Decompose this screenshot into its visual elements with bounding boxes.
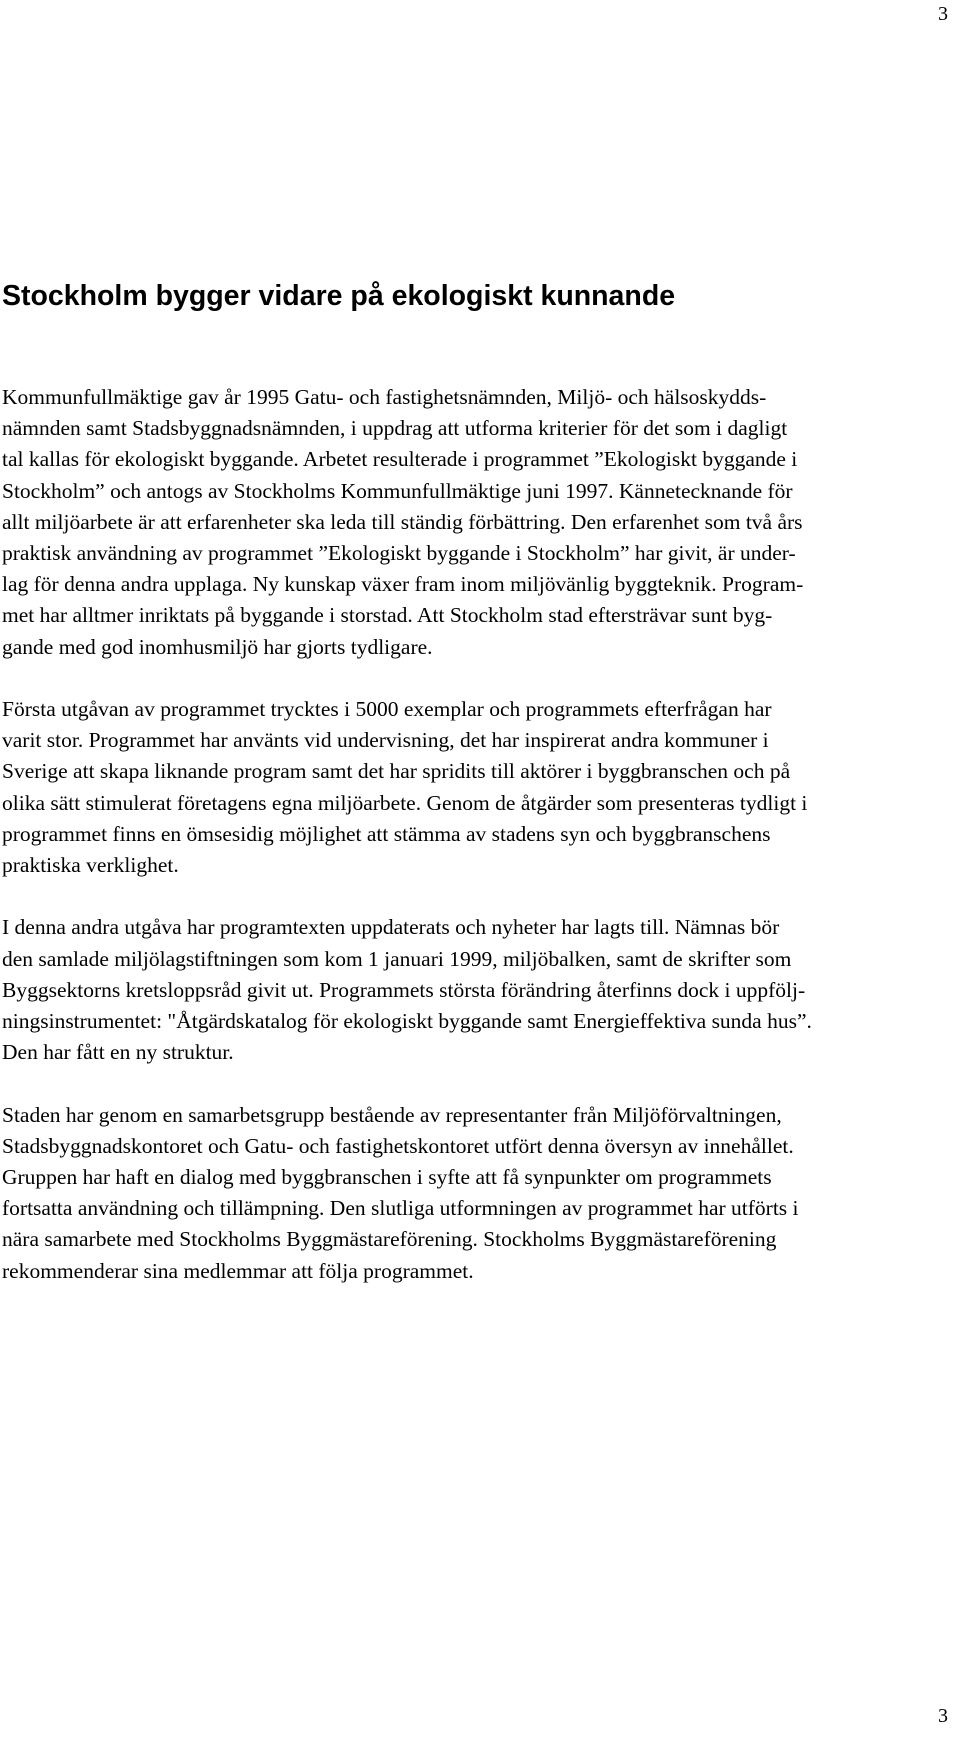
paragraph-4 — [2, 1100, 952, 1287]
page-number-top: 3 — [938, 3, 948, 25]
text-line: tal kallas för ekologiskt byggande. Arbetet resulterade i programmet ”Ekologiskt byggande i — [2, 447, 798, 472]
text-line: nämnden samt Stadsbyggnadsnämnden, i uppdrag att utforma kriterier för det som i dagligt — [2, 416, 788, 441]
body-text — [2, 382, 952, 1318]
page-title: Stockholm bygger vidare på ekologiskt kunnande — [2, 280, 676, 312]
text-line: Kommunfullmäktige gav år 1995 Gatu- och fastighetsnämnden, Miljö- och hälsoskydds- — [2, 385, 767, 409]
text-line: olika sätt stimulerat företagens egna miljöarbete. Genom de åtgärder som presenteras tydligt i — [2, 790, 808, 815]
text-line: ningsinstrumentet: "Åtgärdskatalog för ekologiskt byggande samt Energieffektiva sunda hus”. — [2, 1009, 812, 1034]
text-line: lag för denna andra upplaga. Ny kunskap växer fram inom miljövänlig byggteknik. Program- — [2, 572, 804, 597]
text-line: gande med god inomhusmiljö har gjorts tydligare. — [2, 634, 433, 659]
text-line: Den har fått en ny struktur. — [2, 1040, 234, 1065]
text-line: praktiska verklighet. — [2, 853, 179, 878]
text-line: den samlade miljölagstiftningen som kom 1 januari 1999, miljöbalken, samt de skrifter som — [2, 946, 792, 971]
text-line: Sverige att skapa liknande program samt det har spridits till aktörer i byggbranschen och på — [2, 759, 791, 784]
text-line: I denna andra utgåva har programtexten uppdaterats och nyheter har lagts till. Nämnas bör — [2, 915, 780, 940]
paragraph-3 — [2, 912, 952, 1068]
text-line: Första utgåvan av programmet trycktes i 5000 exemplar och programmets efterfrågan har — [2, 697, 772, 722]
text-line: Stadsbyggnadskontoret och Gatu- och fastighetskontoret utfört denna översyn av innehållet. — [2, 1133, 794, 1158]
text-line: Staden har genom en samarbetsgrupp bestående av representanter från Miljöförvaltningen, — [2, 1102, 782, 1127]
text-line: Gruppen har haft en dialog med byggbranschen i syfte att få synpunkter om programmets — [2, 1165, 772, 1190]
text-line: praktisk användning av programmet ”Ekologiskt byggande i Stockholm” har givit, är under- — [2, 541, 796, 566]
text-line: fortsatta användning och tillämpning. Den slutliga utformningen av programmet har utförts i — [2, 1196, 799, 1221]
text-line: allt miljöarbete är att erfarenheter ska leda till ständig förbättring. Den erfarenhet som två års — [2, 509, 803, 534]
text-line: met har alltmer inriktats på byggande i storstad. Att Stockholm stad eftersträvar sunt byg- — [2, 603, 773, 628]
text-line: nära samarbete med Stockholms Byggmästareförening. Stockholms Byggmästareförening — [2, 1227, 777, 1252]
paragraph-2 — [2, 694, 952, 881]
text-line: Stockholm” och antogs av Stockholms Kommunfullmäktige juni 1997. Kännetecknande för — [2, 478, 793, 503]
text-line: Byggsektorns kretsloppsråd givit ut. Programmets största förändring återfinns dock i uppfölj- — [2, 977, 806, 1002]
paragraph-1 — [2, 382, 952, 663]
page-number-bottom: 3 — [938, 1705, 948, 1727]
text-line: varit stor. Programmet har använts vid undervisning, det har inspirerat andra kommuner i — [2, 728, 769, 753]
text-line: programmet finns en ömsesidig möjlighet att stämma av stadens syn och byggbranschens — [2, 821, 771, 846]
text-line: rekommenderar sina medlemmar att följa programmet. — [2, 1258, 474, 1283]
